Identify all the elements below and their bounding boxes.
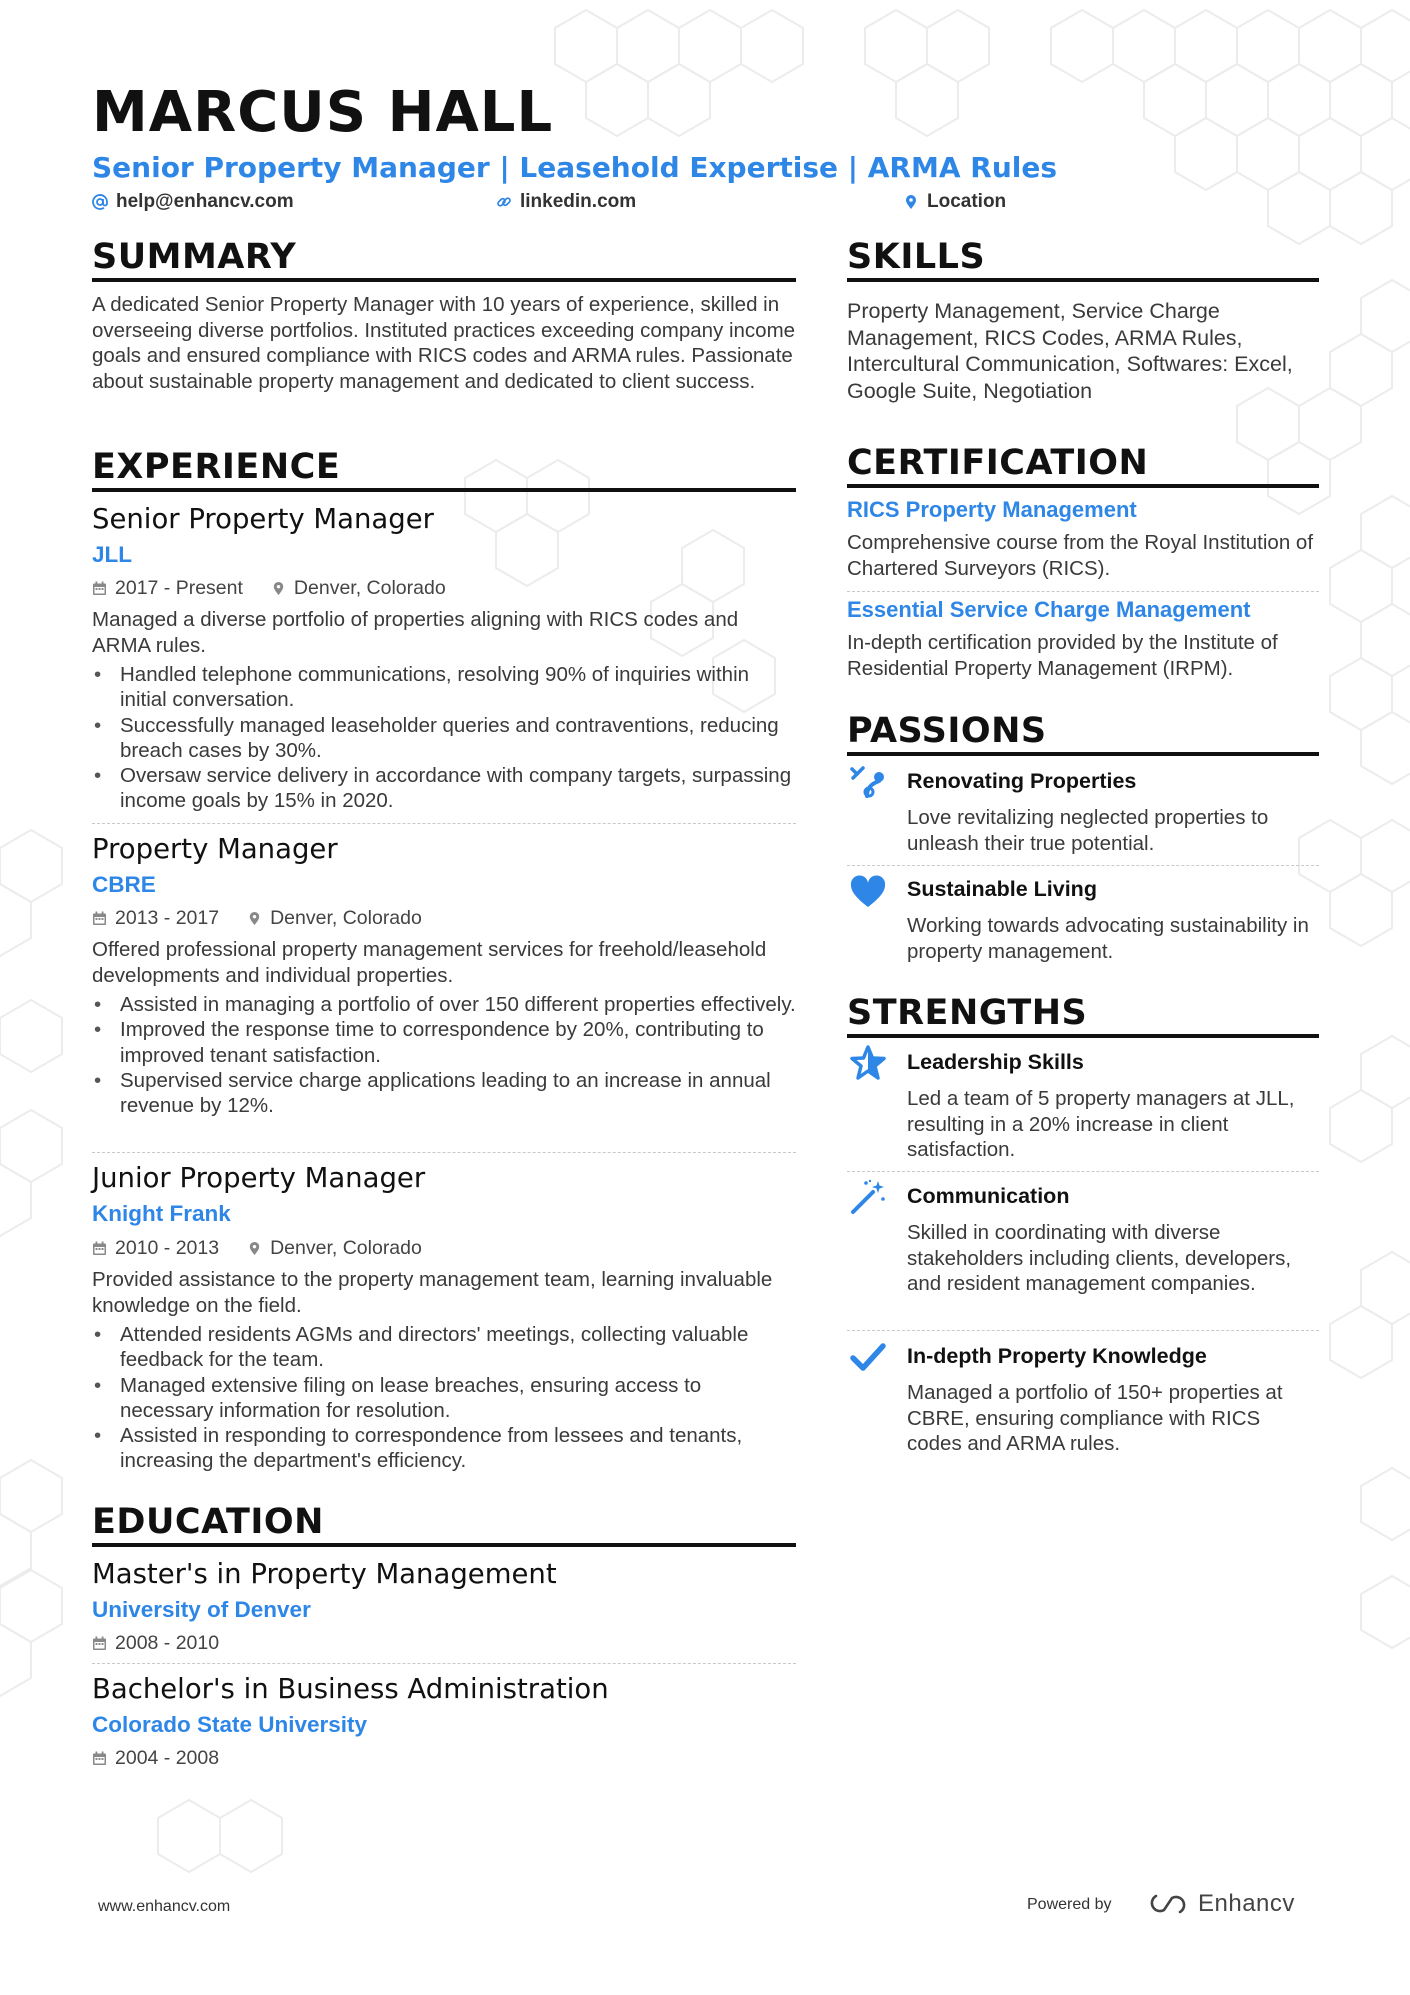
calendar-icon (92, 1241, 107, 1256)
experience-divider (92, 488, 796, 492)
education-divider (92, 1543, 796, 1547)
tools-icon (849, 764, 887, 802)
summary-section-title: SUMMARY (92, 237, 297, 277)
brand-name: Enhancv (1198, 1890, 1295, 1917)
calendar-icon (92, 911, 107, 926)
company-name: JLL (92, 542, 133, 567)
enhancv-logo[interactable] (1144, 1890, 1295, 1918)
education-separator (92, 1663, 796, 1664)
map-pin-icon (903, 194, 919, 210)
candidate-name: MARCUS HALL (92, 80, 554, 145)
job-dates: 2013 - 2017 (115, 907, 220, 929)
job-meta (92, 1236, 422, 1260)
job-achievements (92, 1322, 796, 1474)
at-sign-icon (92, 194, 108, 210)
magic-wand-icon (849, 1178, 887, 1216)
passion-description: Working towards advocating sustainability in property management. (907, 914, 1309, 963)
job-achievements (92, 992, 796, 1118)
job-description: Provided assistance to the property management team, learning invaluable knowledge on the field. (92, 1268, 773, 1317)
strength-separator (847, 1171, 1319, 1172)
job-description: Managed a diverse portfolio of properties aligning with RICS codes and ARMA rules. (92, 608, 739, 657)
job-separator (92, 1152, 796, 1153)
passions-divider (847, 752, 1319, 756)
strength-title: Communication (907, 1184, 1070, 1208)
strength-separator (847, 1330, 1319, 1331)
passion-separator (847, 865, 1319, 866)
strength-description: Led a team of 5 property managers at JLL, resulting in a 20% increase in client satisfaction. (907, 1087, 1295, 1162)
achievement-item: • Attended residents AGMs and directors' meetings, collecting valuable feedback for the team. (92, 1322, 796, 1373)
skills-divider (847, 278, 1319, 282)
experience-section-title: EXPERIENCE (92, 447, 341, 487)
map-pin-icon (271, 581, 286, 596)
skills-text: Property Management, Service Charge Management, RICS Codes, ARMA Rules, Intercultural Communication, Softwares: Excel, Google Suite, Negotiation (847, 299, 1293, 403)
job-location: Denver, Colorado (270, 1237, 422, 1259)
footer-website-link[interactable]: www.enhancv.com (98, 1898, 231, 1915)
certification-name: Essential Service Charge Management (847, 597, 1251, 622)
powered-by-label: Powered by (1027, 1896, 1112, 1913)
strength-title: In-depth Property Knowledge (907, 1344, 1207, 1368)
passions-section-title: PASSIONS (847, 711, 1047, 751)
passion-title: Renovating Properties (907, 769, 1137, 793)
job-location: Denver, Colorado (270, 907, 422, 929)
checkmark-icon (849, 1338, 887, 1376)
contact-linkedin[interactable] (496, 190, 636, 214)
location-text: Location (927, 191, 1007, 212)
job-dates: 2017 - Present (115, 577, 243, 599)
certification-description: Comprehensive course from the Royal Institution of Chartered Surveyors (RICS). (847, 531, 1314, 580)
calendar-icon (92, 1751, 107, 1766)
link-icon (496, 194, 512, 210)
job-meta (92, 576, 446, 600)
strength-description: Skilled in coordinating with diverse stakeholders including clients, developers, and resident management companies. (907, 1221, 1292, 1296)
summary-divider (92, 278, 796, 282)
job-title: Junior Property Manager (92, 1162, 426, 1194)
achievement-item: • Supervised service charge applications leading to an increase in annual revenue by 12%. (92, 1068, 796, 1119)
passion-title: Sustainable Living (907, 877, 1097, 901)
summary-text: A dedicated Senior Property Manager with 10 years of experience, skilled in overseeing diverse portfolios. Instituted practices exceeding company income goals and ensured compliance with RICS codes and ARMA rules. Passionate about sustainable property management and dedicated to client success. (92, 293, 796, 393)
company-name: Knight Frank (92, 1201, 231, 1226)
certification-name: RICS Property Management (847, 497, 1137, 522)
education-meta (92, 1746, 219, 1770)
education-section-title: EDUCATION (92, 1502, 324, 1542)
infinity-logo-icon (1144, 1892, 1192, 1916)
heart-icon (849, 873, 887, 911)
job-title: Senior Property Manager (92, 503, 434, 535)
achievement-item: • Assisted in managing a portfolio of over 150 different properties effectively. (92, 992, 796, 1017)
job-title: Property Manager (92, 833, 338, 865)
map-pin-icon (247, 911, 262, 926)
strength-description: Managed a portfolio of 150+ properties at CBRE, ensuring compliance with RICS codes and ARMA rules. (907, 1381, 1283, 1456)
company-name: CBRE (92, 872, 156, 897)
job-dates: 2010 - 2013 (115, 1237, 220, 1259)
star-icon (849, 1044, 887, 1082)
education-dates: 2008 - 2010 (115, 1632, 220, 1654)
degree-title: Bachelor's in Business Administration (92, 1673, 609, 1705)
skills-section-title: SKILLS (847, 237, 986, 277)
strengths-section-title: STRENGTHS (847, 993, 1088, 1033)
contact-email[interactable] (92, 190, 294, 214)
degree-title: Master's in Property Management (92, 1558, 557, 1590)
achievement-item: • Oversaw service delivery in accordance with company targets, surpassing income goals by 15% in 2020. (92, 763, 796, 814)
school-name: University of Denver (92, 1597, 311, 1622)
map-pin-icon (247, 1241, 262, 1256)
job-separator (92, 823, 796, 824)
email-text: help@enhancv.com (116, 191, 294, 212)
strength-title: Leadership Skills (907, 1050, 1084, 1074)
contact-location (903, 190, 1006, 214)
certification-description: In-depth certification provided by the Institute of Residential Property Management (IRPM). (847, 631, 1278, 680)
achievement-item: • Successfully managed leaseholder queries and contraventions, reducing breach cases by 30%. (92, 713, 796, 764)
job-achievements (92, 662, 796, 814)
headline: Senior Property Manager | Leasehold Expertise | ARMA Rules (92, 151, 1058, 184)
calendar-icon (92, 581, 107, 596)
job-location: Denver, Colorado (293, 577, 446, 599)
school-name: Colorado State University (92, 1712, 368, 1737)
linkedin-text: linkedin.com (520, 191, 637, 212)
certification-section-title: CERTIFICATION (847, 443, 1149, 483)
achievement-item: • Handled telephone communications, resolving 90% of inquiries within initial conversation. (92, 662, 796, 713)
certification-divider (847, 484, 1319, 488)
job-meta (92, 906, 422, 930)
calendar-icon (92, 1636, 107, 1651)
achievement-item: • Managed extensive filing on lease breaches, ensuring access to necessary information for resolution. (92, 1373, 796, 1424)
certification-separator (847, 591, 1319, 592)
education-dates: 2004 - 2008 (115, 1747, 220, 1769)
passion-description: Love revitalizing neglected properties to unleash their true potential. (907, 806, 1269, 855)
achievement-item: • Improved the response time to correspondence by 20%, contributing to improved tenant satisfaction. (92, 1017, 796, 1068)
achievement-item: • Assisted in responding to correspondence from lessees and tenants, increasing the department's efficiency. (92, 1423, 796, 1474)
strengths-divider (847, 1034, 1319, 1038)
job-description: Offered professional property management services for freehold/leasehold developments and individual properties. (92, 938, 767, 987)
education-meta (92, 1631, 219, 1655)
